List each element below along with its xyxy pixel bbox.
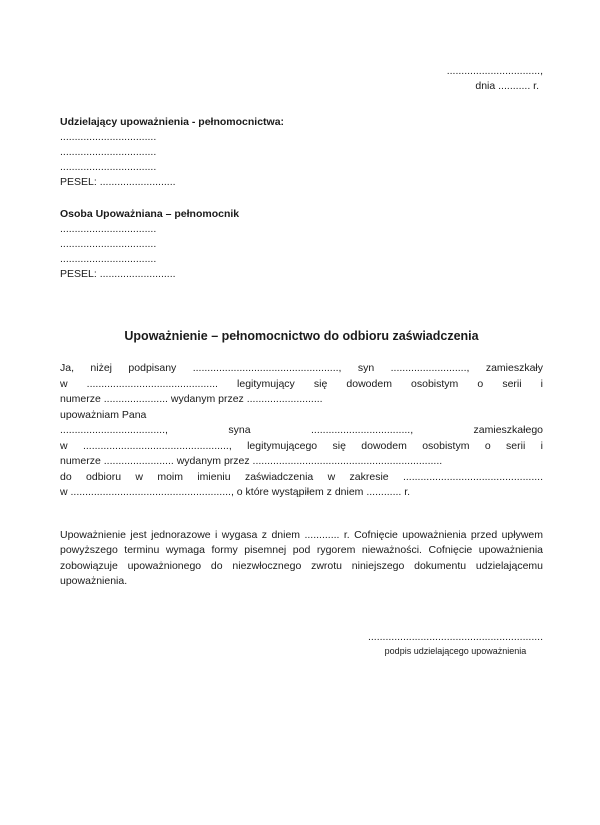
body-line: numerze ........................ wydanym przez ................................................................. <box>60 455 443 467</box>
attorney-fill-line: ................................. <box>60 238 157 250</box>
closing-paragraph: Upoważnienie jest jednorazowe i wygasa z dniem ............ r. Cofnięcie upoważnienia przed upływem powyższego terminu wymaga formy pisemnej pod rygorem nieważności. Cofnięcie upoważnienia zobowiązuje upoważnionego do niezwłocznego zwrotu niniejszego dokumentu udzielającemu upoważnienia. <box>60 528 543 587</box>
attorney-section <box>60 207 543 282</box>
attorney-heading: Osoba Upoważniana – pełnomocnik <box>60 208 240 220</box>
attorney-pesel-line: PESEL: .......................... <box>60 268 176 280</box>
body-line: w .................................................., legitymującego się dowodem osobistym o serii i <box>60 439 543 452</box>
place-fill-line: ................................, <box>446 65 543 77</box>
attorney-fill-line: ................................. <box>60 223 157 235</box>
place-date-block <box>60 64 543 94</box>
body-line: Ja, niżej podpisany .................................................., syn .........................., zamieszkały <box>60 362 543 374</box>
body-line: upoważniam Pana <box>60 408 147 421</box>
grantor-fill-line: ................................. <box>60 146 157 158</box>
body-line: w ............................................. legitymujący się dowodem osobistym o serii i <box>60 377 543 390</box>
body-paragraph <box>60 361 543 501</box>
grantor-pesel-line: PESEL: .......................... <box>60 176 176 188</box>
grantor-section <box>60 115 543 190</box>
body-line: numerze ...................... wydanym przez .......................... <box>60 393 323 405</box>
body-line: w ......................................................., o które wystąpiłem z dniem ............ r. <box>60 486 411 498</box>
body-line: ...................................., syna .................................., zamieszkałego <box>60 424 543 436</box>
document-title: Upoważnienie – pełnomocnictwo do odbioru zaświadczenia <box>124 329 479 343</box>
grantor-fill-line: ................................. <box>60 161 157 173</box>
signature-caption: podpis udzielającego upoważnienia <box>384 645 527 656</box>
grantor-fill-line: ................................. <box>60 131 157 143</box>
body-line: do odbioru w moim imieniu zaświadczenia w zakresie ................................................ <box>60 470 543 483</box>
signature-fill-line: ............................................................ <box>367 630 543 643</box>
attorney-fill-line: ................................. <box>60 253 157 265</box>
date-line: dnia ........... r. <box>475 80 539 92</box>
grantor-heading: Udzielający upoważnienia - pełnomocnictwa: <box>60 116 285 128</box>
signature-block <box>368 630 543 657</box>
